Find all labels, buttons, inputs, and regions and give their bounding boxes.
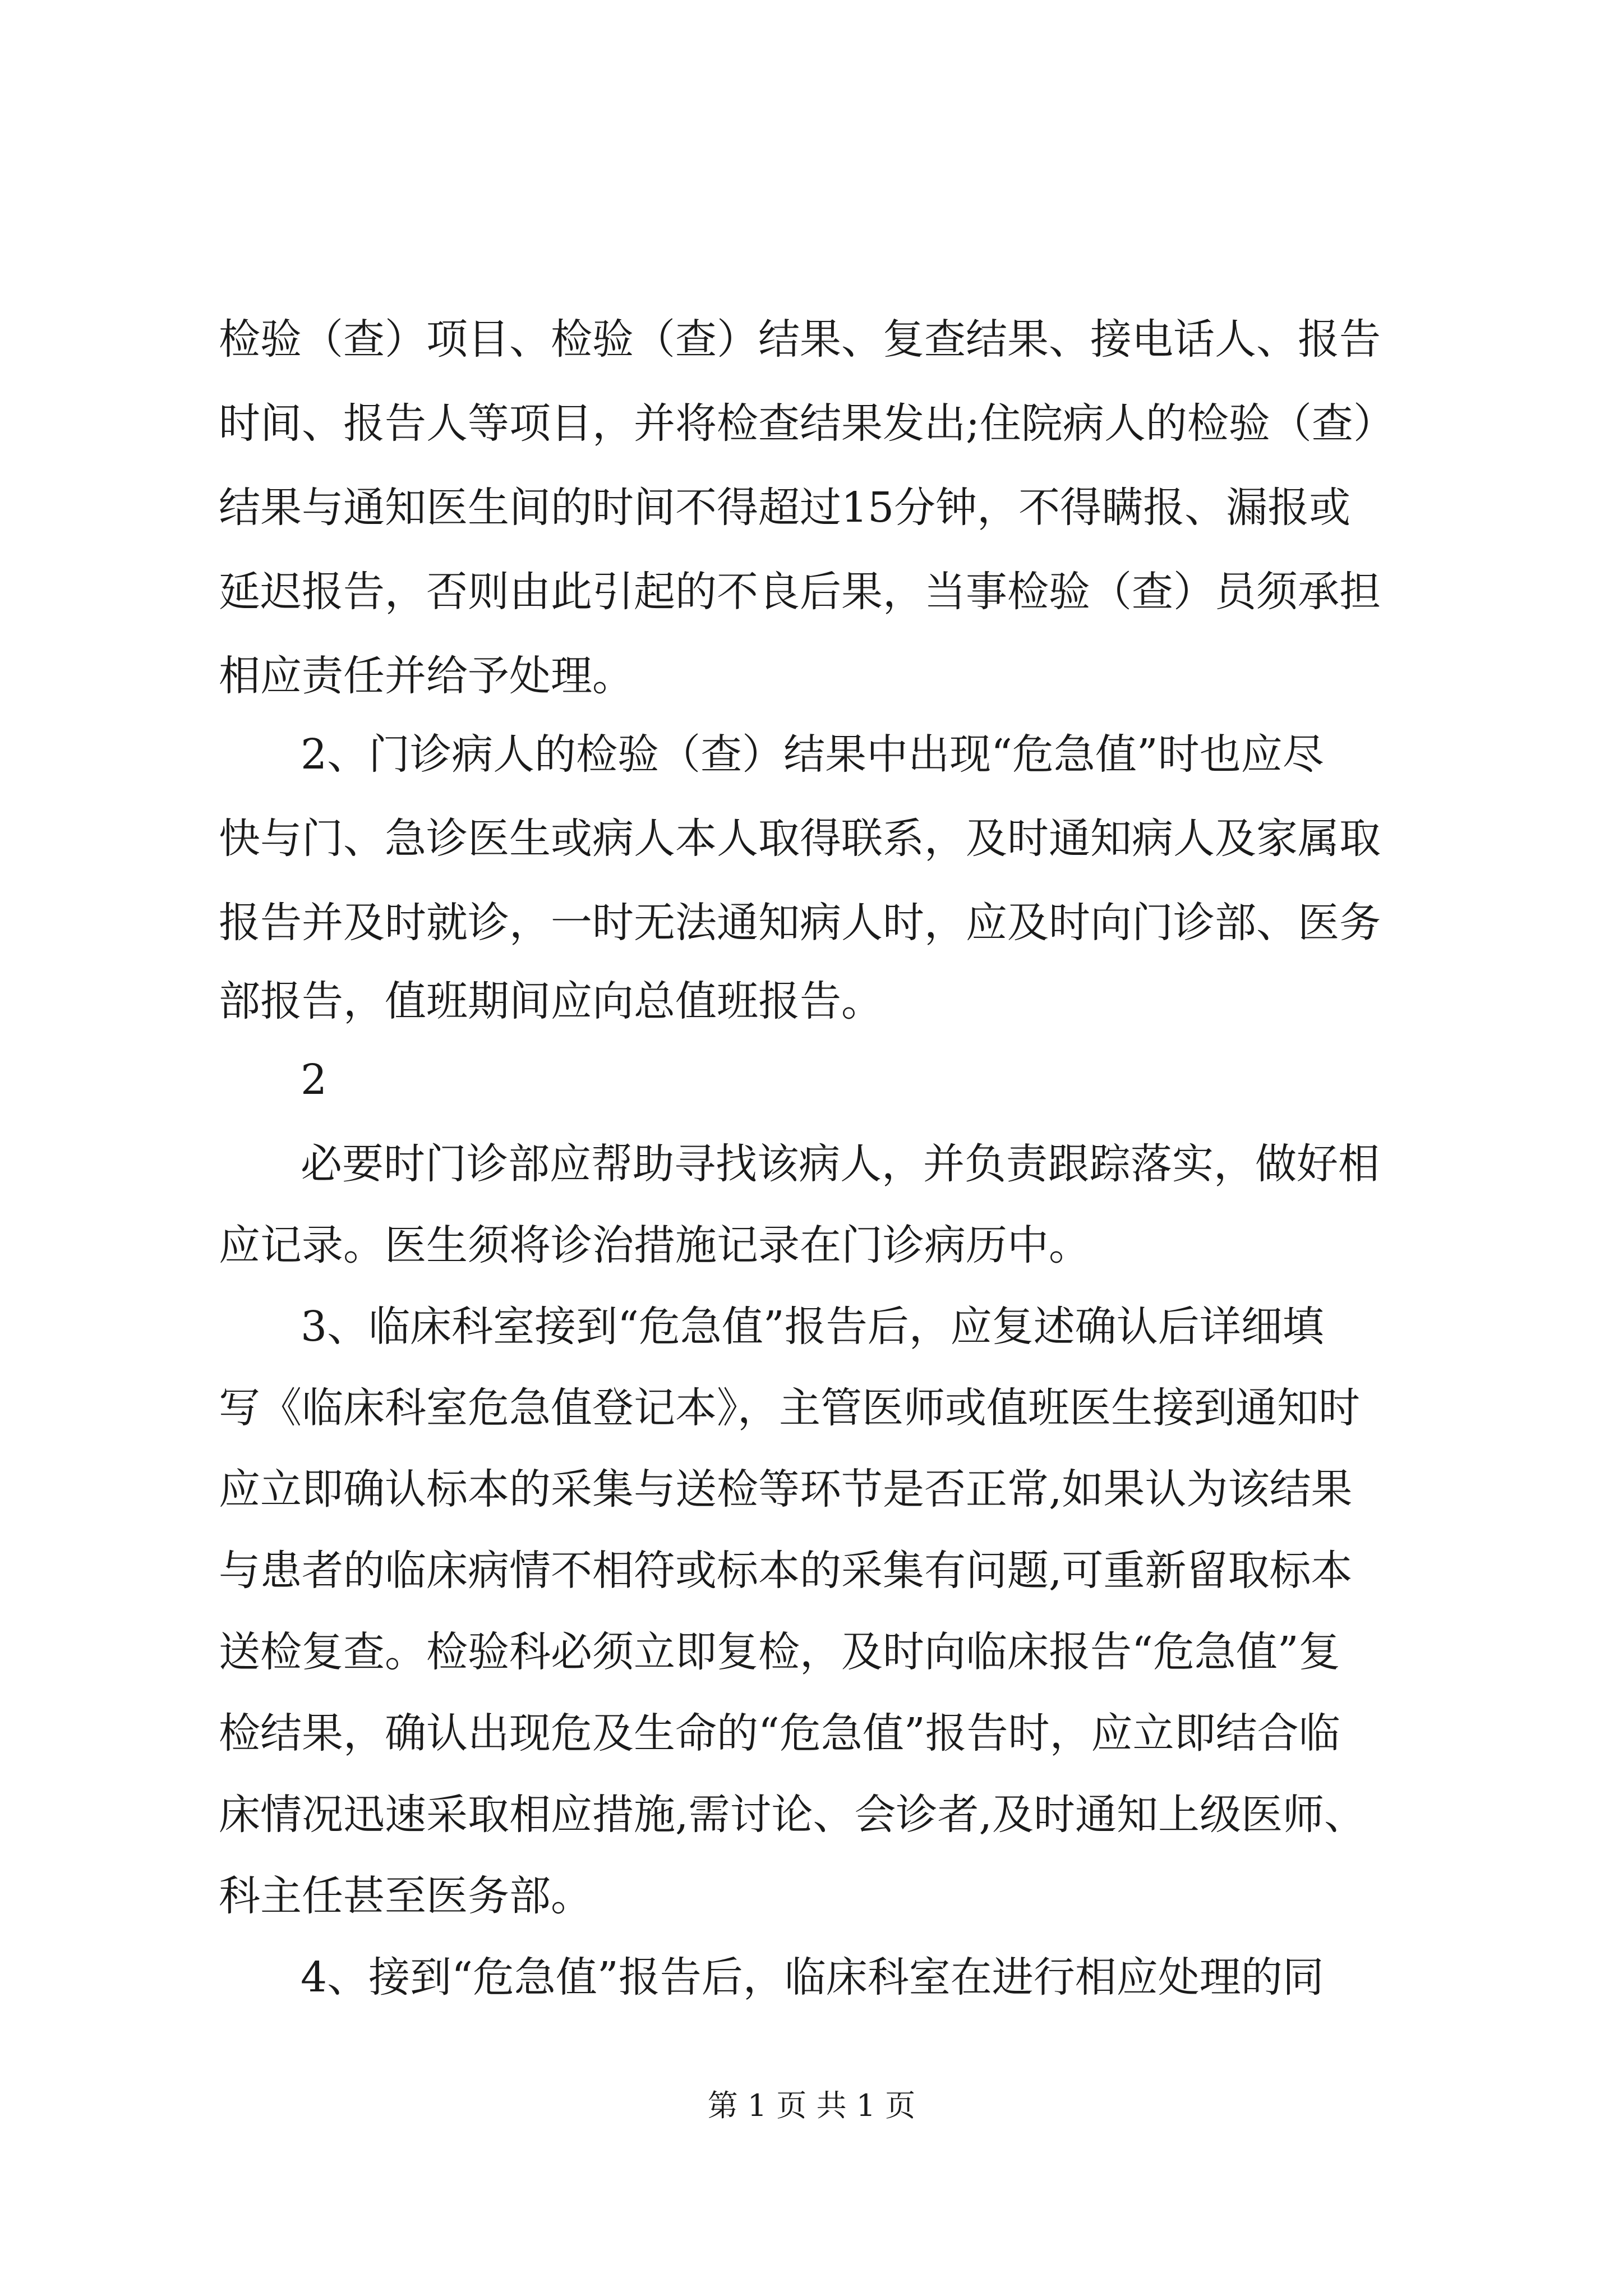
text-line: 科主任甚至医务部。 [219, 1872, 592, 1920]
text-line: 检验（查）项目、检验（查）结果、复查结果、接电话人、报告 [219, 315, 1381, 364]
text-line: 检结果，确认出现危及生命的“危急值”报告时，应立即结合临 [219, 1709, 1340, 1757]
text-line: 应记录。医生须将诊治措施记录在门诊病历中。 [219, 1221, 1090, 1269]
text-line: 快与门、急诊医生或病人本人取得联系，及时通知病人及家属取 [219, 815, 1381, 863]
page-number-marker: 2 [301, 1056, 328, 1104]
text-line: 4、接到“危急值”报告后，临床科室在进行相应处理的同 [301, 1953, 1324, 2001]
text-line: 床情况迅速采取相应措施,需讨论、会诊者,及时通知上级医师、 [219, 1791, 1366, 1839]
text-line: 2、门诊病人的检验（查）结果中出现“危急值”时也应尽 [301, 730, 1324, 779]
text-line: 应立即确认标本的采集与送检等环节是否正常,如果认为该结果 [219, 1465, 1353, 1513]
text-line: 部报告，值班期间应向总值班报告。 [219, 977, 883, 1025]
page-footer: 第 1 页 共 1 页 [707, 2088, 916, 2123]
text-line: 延迟报告，否则由此引起的不良后果，当事检验（查）员须承担 [219, 568, 1381, 616]
text-line: 写《临床科室危急值登记本》，主管医师或值班医生接到通知时 [219, 1384, 1360, 1432]
text-line: 相应责任并给予处理。 [219, 652, 634, 700]
text-line: 必要时门诊部应帮助寻找该病人，并负责跟踪落实，做好相 [301, 1140, 1380, 1188]
text-line: 送检复查。检验科必须立即复检，及时向临床报告“危急值”复 [219, 1628, 1340, 1676]
text-line: 时间、报告人等项目，并将检查结果发出;住院病人的检验（查） [219, 399, 1395, 448]
text-line: 结果与通知医生间的时间不得超过15分钟，不得瞒报、漏报或 [219, 484, 1351, 532]
text-line: 报告并及时就诊，一时无法通知病人时，应及时向门诊部、医务 [219, 899, 1381, 947]
text-line: 与患者的临床病情不相符或标本的采集有问题,可重新留取标本 [219, 1547, 1353, 1595]
text-line: 3、临床科室接到“危急值”报告后，应复述确认后详细填 [301, 1303, 1324, 1351]
